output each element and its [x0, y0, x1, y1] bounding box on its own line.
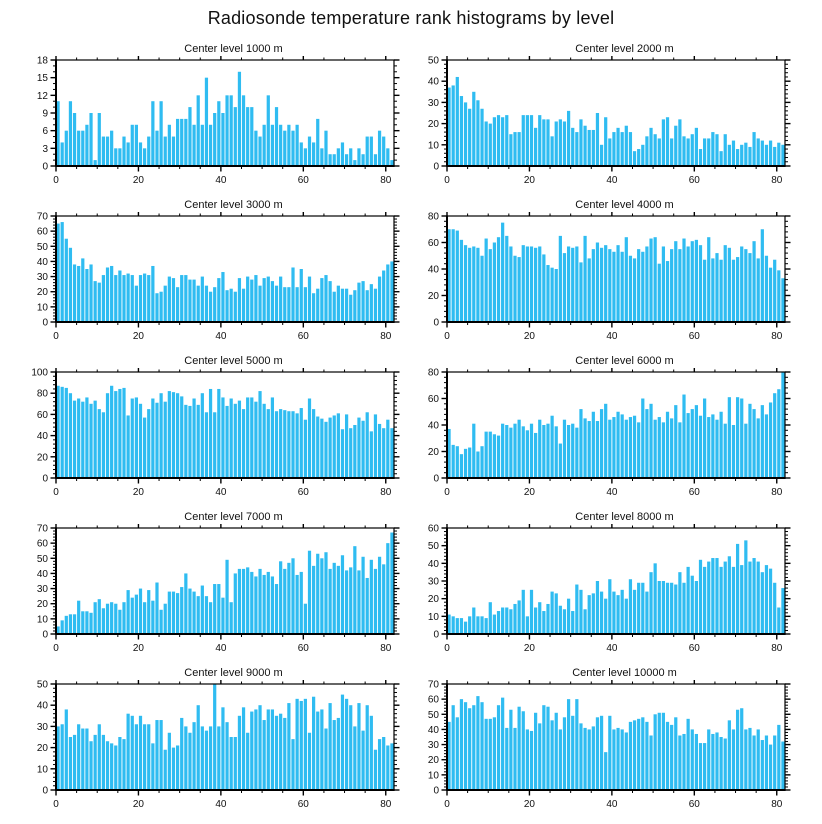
- svg-text:30: 30: [427, 576, 439, 588]
- svg-text:60: 60: [36, 226, 48, 238]
- panel-title: Center level 3000 m: [184, 199, 283, 211]
- svg-text:40: 40: [215, 643, 227, 654]
- svg-text:40: 40: [215, 799, 227, 810]
- panel-title: Center level 9000 m: [184, 667, 283, 679]
- svg-text:0: 0: [444, 643, 450, 654]
- svg-text:18: 18: [36, 56, 48, 67]
- svg-text:20: 20: [132, 799, 145, 810]
- svg-text:20: 20: [132, 643, 145, 654]
- svg-text:50: 50: [427, 56, 439, 67]
- svg-text:40: 40: [606, 487, 618, 498]
- svg-text:60: 60: [297, 643, 309, 654]
- svg-text:80: 80: [380, 487, 392, 498]
- svg-text:0: 0: [53, 643, 59, 654]
- histogram-plot: [411, 524, 802, 666]
- panel-title: Center level 4000 m: [575, 199, 674, 211]
- svg-text:0: 0: [53, 175, 59, 186]
- svg-text:40: 40: [215, 175, 227, 186]
- svg-text:80: 80: [427, 212, 439, 223]
- svg-text:40: 40: [427, 76, 439, 88]
- svg-text:40: 40: [606, 799, 618, 810]
- svg-text:50: 50: [36, 553, 48, 565]
- histogram-panel-3000m: [20, 198, 411, 354]
- histogram-panel-10000m: [411, 666, 802, 822]
- svg-text:80: 80: [427, 368, 439, 379]
- svg-text:9: 9: [42, 108, 48, 120]
- svg-text:60: 60: [297, 799, 309, 810]
- panel-title: Center level 8000 m: [575, 511, 674, 523]
- svg-text:10: 10: [427, 770, 439, 782]
- svg-text:80: 80: [771, 175, 783, 186]
- svg-text:100: 100: [31, 368, 48, 379]
- svg-text:60: 60: [297, 487, 309, 498]
- svg-text:20: 20: [523, 799, 536, 810]
- svg-text:60: 60: [427, 394, 439, 405]
- svg-text:40: 40: [427, 420, 439, 432]
- svg-text:70: 70: [36, 524, 48, 535]
- svg-text:40: 40: [215, 487, 227, 498]
- svg-text:20: 20: [427, 447, 439, 458]
- svg-text:60: 60: [688, 487, 700, 498]
- svg-text:0: 0: [433, 785, 439, 797]
- svg-text:40: 40: [427, 558, 439, 570]
- svg-text:0: 0: [42, 785, 48, 797]
- svg-text:40: 40: [427, 264, 439, 276]
- svg-text:0: 0: [433, 317, 439, 329]
- svg-text:3: 3: [42, 143, 48, 155]
- svg-text:60: 60: [688, 799, 700, 810]
- svg-text:0: 0: [42, 161, 48, 173]
- svg-text:20: 20: [36, 743, 48, 755]
- svg-text:80: 80: [771, 643, 783, 654]
- svg-text:60: 60: [36, 538, 48, 550]
- svg-text:40: 40: [36, 568, 48, 580]
- svg-text:0: 0: [42, 473, 48, 485]
- svg-text:0: 0: [444, 487, 450, 498]
- svg-text:40: 40: [606, 331, 618, 342]
- svg-text:10: 10: [427, 611, 439, 623]
- svg-text:40: 40: [36, 700, 48, 712]
- svg-text:70: 70: [36, 212, 48, 223]
- svg-text:40: 40: [36, 431, 48, 443]
- svg-text:30: 30: [36, 721, 48, 733]
- svg-text:60: 60: [688, 331, 700, 342]
- svg-text:20: 20: [427, 755, 439, 767]
- svg-text:60: 60: [688, 175, 700, 186]
- histogram-panel-5000m: [20, 354, 411, 510]
- svg-text:30: 30: [36, 272, 48, 284]
- panel-title: Center level 1000 m: [184, 43, 283, 55]
- figure-title: Radiosonde temperature rank histograms by level: [207, 8, 615, 28]
- svg-text:60: 60: [427, 238, 439, 249]
- svg-text:0: 0: [42, 317, 48, 329]
- svg-text:20: 20: [427, 594, 439, 606]
- histogram-plot: [411, 56, 802, 198]
- svg-text:0: 0: [433, 473, 439, 485]
- svg-text:30: 30: [427, 740, 439, 752]
- svg-text:15: 15: [36, 73, 48, 85]
- svg-text:0: 0: [444, 799, 450, 810]
- svg-text:80: 80: [771, 799, 783, 810]
- svg-text:60: 60: [297, 331, 309, 342]
- svg-text:40: 40: [606, 175, 618, 186]
- svg-text:80: 80: [380, 175, 392, 186]
- svg-text:60: 60: [36, 409, 48, 421]
- histogram-plot: [20, 212, 411, 354]
- svg-text:80: 80: [380, 799, 392, 810]
- svg-text:20: 20: [36, 599, 48, 611]
- svg-text:50: 50: [427, 541, 439, 553]
- panel-title: Center level 10000 m: [572, 667, 677, 679]
- panel-title: Center level 7000 m: [184, 511, 283, 523]
- svg-text:60: 60: [427, 694, 439, 706]
- svg-text:70: 70: [427, 680, 439, 691]
- svg-text:10: 10: [36, 302, 48, 314]
- histogram-panel-1000m: [20, 42, 411, 198]
- histogram-panel-9000m: [20, 666, 411, 822]
- svg-text:20: 20: [36, 452, 48, 464]
- histogram-panel-7000m: [20, 510, 411, 666]
- histogram-panel-4000m: [411, 198, 802, 354]
- svg-text:20: 20: [36, 287, 48, 299]
- svg-text:20: 20: [523, 643, 536, 654]
- panel-title: Center level 2000 m: [575, 43, 674, 55]
- panel-title: Center level 5000 m: [184, 355, 283, 367]
- svg-text:80: 80: [380, 643, 392, 654]
- charts-grid: [20, 42, 802, 822]
- svg-text:10: 10: [36, 614, 48, 626]
- histogram-plot: [20, 368, 411, 510]
- svg-text:0: 0: [433, 161, 439, 173]
- svg-text:10: 10: [427, 140, 439, 152]
- svg-text:20: 20: [132, 331, 145, 342]
- svg-text:40: 40: [606, 643, 618, 654]
- svg-text:30: 30: [427, 97, 439, 109]
- svg-text:80: 80: [771, 487, 783, 498]
- svg-text:6: 6: [42, 126, 48, 138]
- svg-text:0: 0: [53, 799, 59, 810]
- svg-text:0: 0: [444, 175, 450, 186]
- svg-text:12: 12: [36, 90, 48, 102]
- svg-text:60: 60: [297, 175, 309, 186]
- svg-text:40: 40: [427, 724, 439, 736]
- svg-text:30: 30: [36, 584, 48, 596]
- svg-text:80: 80: [36, 388, 48, 400]
- panel-title: Center level 6000 m: [575, 355, 674, 367]
- svg-text:20: 20: [132, 487, 145, 498]
- svg-text:0: 0: [53, 487, 59, 498]
- svg-text:80: 80: [771, 331, 783, 342]
- histogram-plot: [20, 56, 411, 198]
- svg-text:20: 20: [523, 331, 536, 342]
- svg-text:20: 20: [132, 175, 145, 186]
- histogram-panel-8000m: [411, 510, 802, 666]
- svg-text:60: 60: [427, 524, 439, 535]
- svg-text:60: 60: [688, 643, 700, 654]
- histogram-plot: [411, 212, 802, 354]
- svg-text:40: 40: [215, 331, 227, 342]
- svg-text:50: 50: [36, 680, 48, 691]
- svg-text:0: 0: [444, 331, 450, 342]
- svg-text:0: 0: [53, 331, 59, 342]
- histogram-plot: [20, 524, 411, 666]
- svg-text:20: 20: [427, 291, 439, 302]
- svg-text:50: 50: [427, 709, 439, 721]
- svg-text:80: 80: [380, 331, 392, 342]
- histogram-plot: [411, 680, 802, 822]
- histogram-panel-6000m: [411, 354, 802, 510]
- svg-text:40: 40: [36, 256, 48, 268]
- svg-text:20: 20: [523, 175, 536, 186]
- svg-text:50: 50: [36, 241, 48, 253]
- svg-text:20: 20: [523, 487, 536, 498]
- svg-text:0: 0: [42, 629, 48, 641]
- svg-text:0: 0: [433, 629, 439, 641]
- svg-text:10: 10: [36, 764, 48, 776]
- svg-text:20: 20: [427, 119, 439, 131]
- histogram-panel-2000m: [411, 42, 802, 198]
- histogram-plot: [20, 680, 411, 822]
- histogram-plot: [411, 368, 802, 510]
